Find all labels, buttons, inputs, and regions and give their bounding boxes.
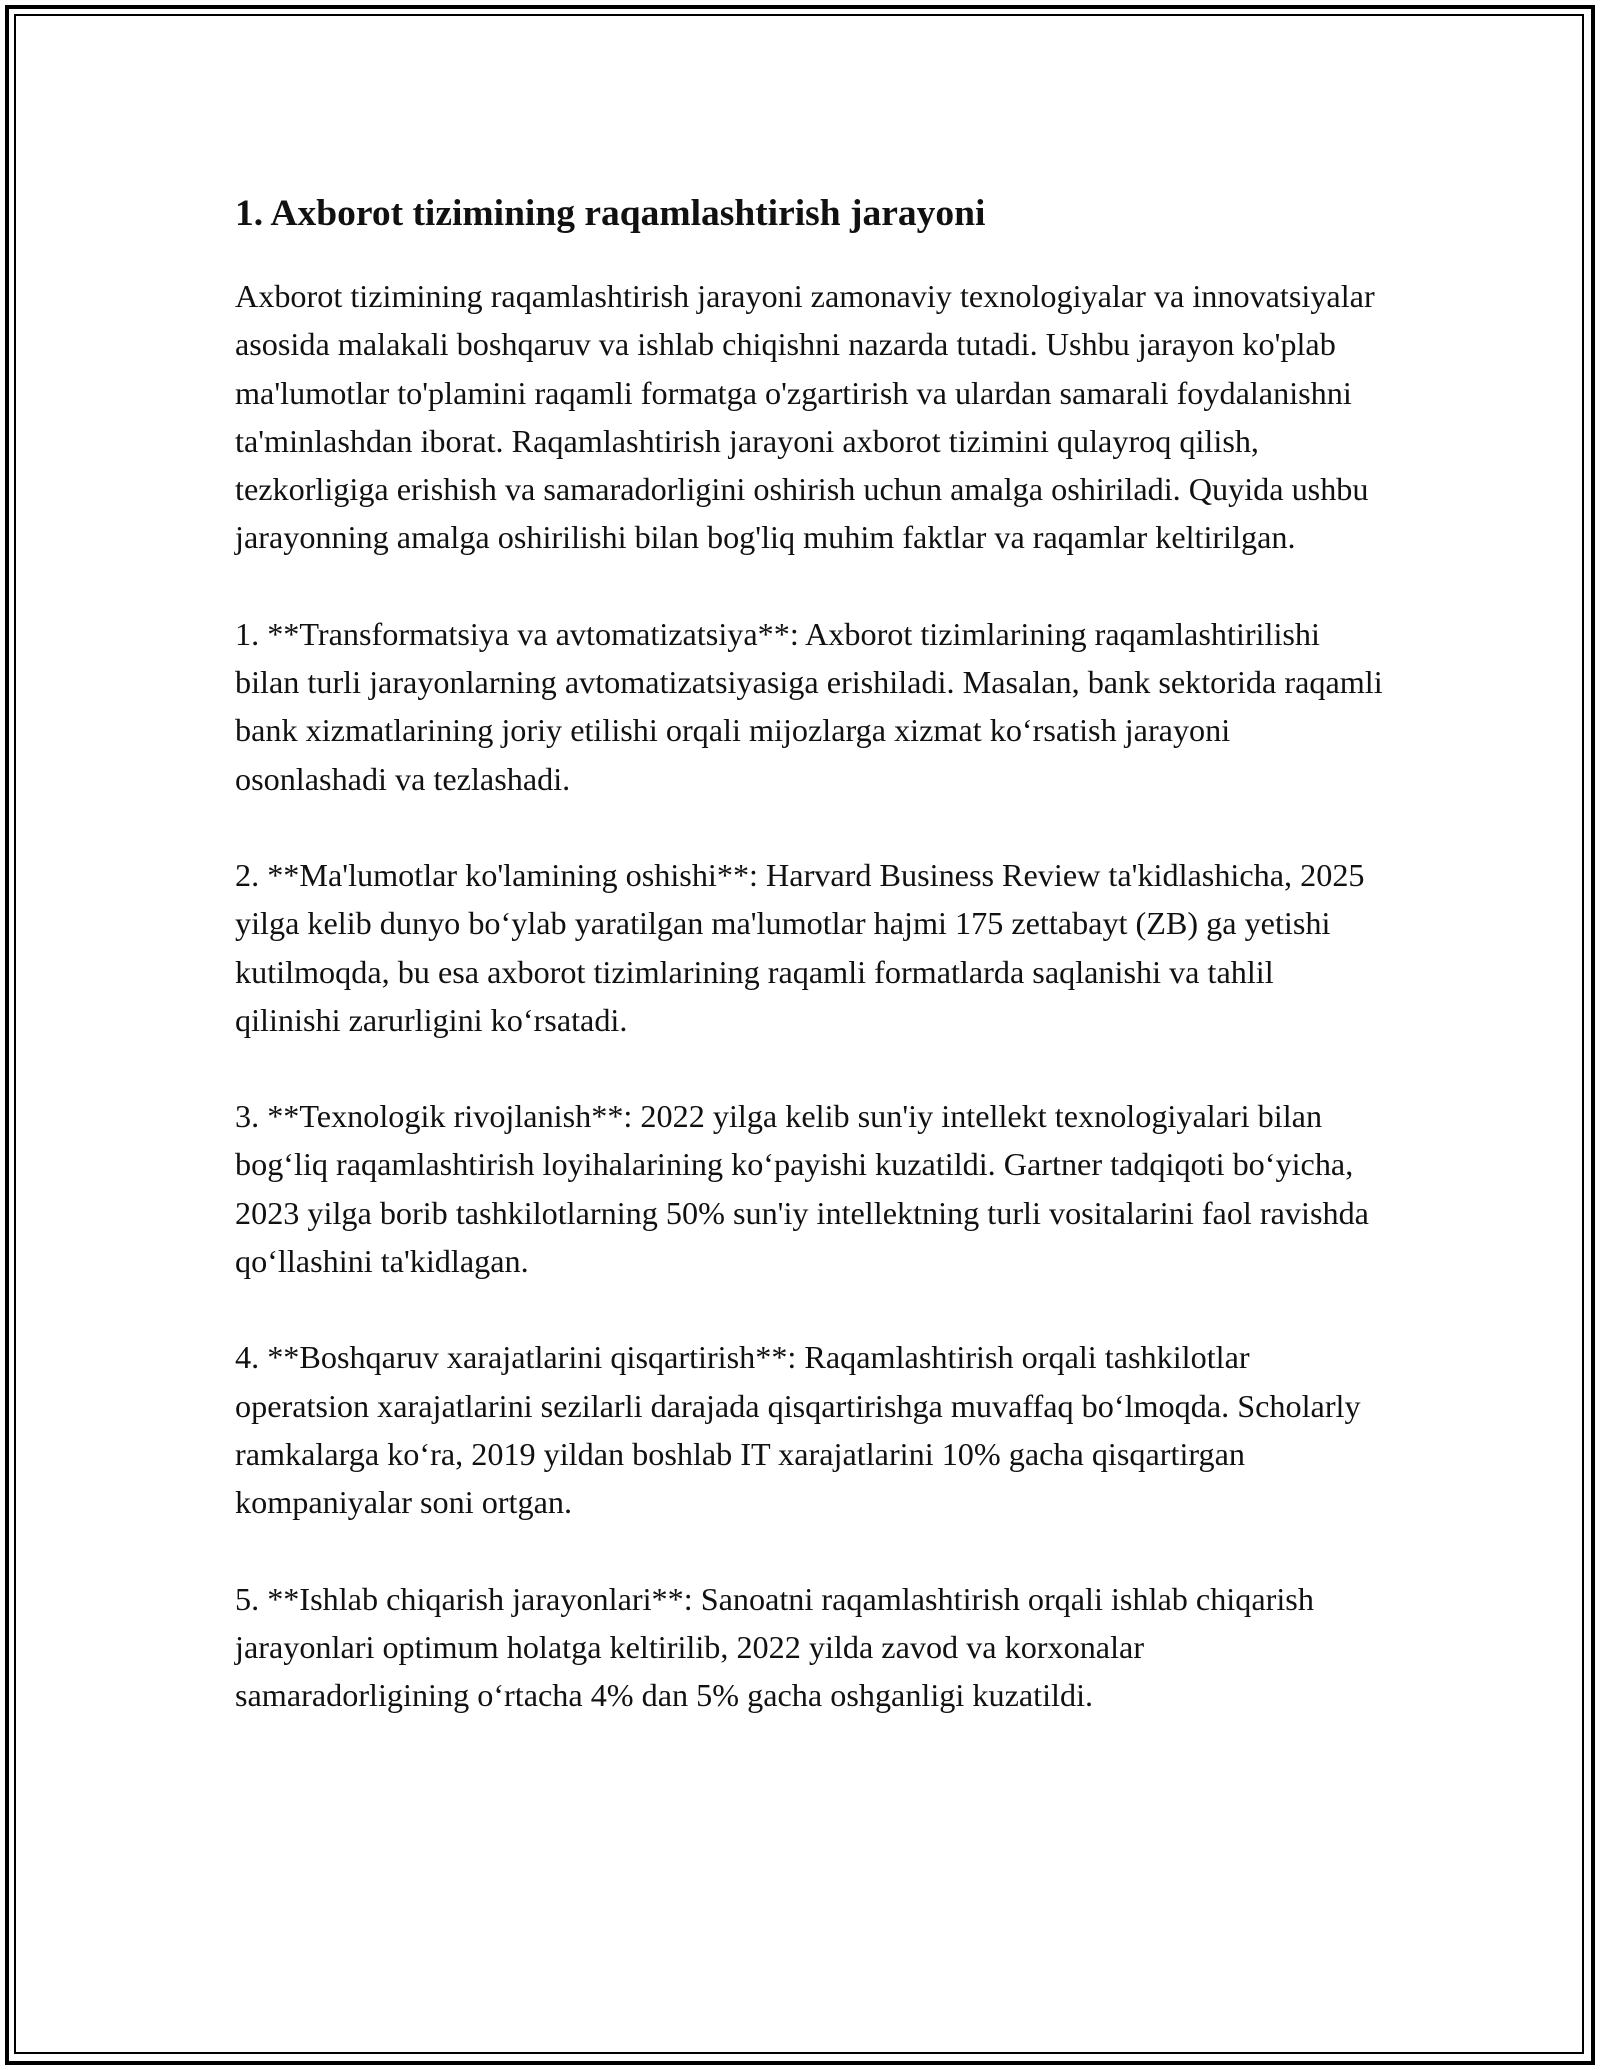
list-item: 1. **Transformatsiya va avtomatizatsiya**: Axborot tizimlarining raqamlashtirilishi bilan turli jarayonlarning avtomatizatsiyasiga erishiladi. Masalan, bank sektorida raqamli bank xizmatlarining joriy etilishi orqali mijozlarga xizmat ko‘rsatish jarayoni osonlashadi va tezlashadi. [235, 615, 1383, 797]
intro-paragraph: Axborot tizimining raqamlashtirish jarayoni zamonaviy texnologiyalar va innovatsiyalar asosida malakali boshqaruv va ishlab chiqishni nazarda tutadi. Ushbu jarayon ko'plab ma'lumotlar to'plamini raqamli formatga o'zgartirish va ulardan samarali foydalanishni ta'minlashdan iborat. Raqamlashtirish jarayoni axborot tizimini qulayroq qilish, tezkorligiga erishish va samaradorligini oshirish uchun amalga oshiriladi. Quyida ushbu jarayonning amalga oshirilishi bilan bog'liq muhim faktlar va raqamlar keltirilgan. [235, 278, 1375, 556]
list-item: 3. **Texnologik rivojlanish**: 2022 yilga kelib sun'iy intellekt texnologiyalari bilan bog‘liq raqamlashtirish loyihalarining ko‘payishi kuzatildi. Gartner tadqiqoti bo‘yicha, 2023 yilga borib tashkilotlarning 50% sun'iy intellektning turli vositalarini faol ravishda qo‘llashini ta'kidlagan. [235, 1098, 1369, 1280]
list-item: 4. **Boshqaruv xarajatlarini qisqartirish**: Raqamlashtirish orqali tashkilotlar operatsion xarajatlarini sezilarli darajada qisqartirishga muvaffaq bo‘lmoqda. Scholarly ramkalarga ko‘ra, 2019 yildan boshlab IT xarajatlarini 10% gacha qisqartirgan kompaniyalar soni ortgan. [235, 1339, 1361, 1521]
list-item: 2. **Ma'lumotlar ko'lamining oshishi**: Harvard Business Review ta'kidlashicha, 2025 yilga kelib dunyo bo‘ylab yaratilgan ma'lumotlar hajmi 175 zettabayt (ZB) ga yetishi kutilmoqda, bu esa axborot tizimlarining raqamli formatlarda saqlanishi va tahlil qilinishi zarurligini ko‘rsatadi. [235, 856, 1365, 1038]
document-body [235, 186, 1385, 1719]
section-title: 1. Axborot tizimining raqamlashtirish jarayoni [235, 193, 986, 234]
list-item: 5. **Ishlab chiqarish jarayonlari**: Sanoatni raqamlashtirish orqali ishlab chiqarish jarayonlari optimum holatga keltirilib, 2022 yilda zavod va korxonalar samaradorligining o‘rtacha 4% dan 5% gacha oshganligi kuzatildi. [235, 1580, 1314, 1714]
